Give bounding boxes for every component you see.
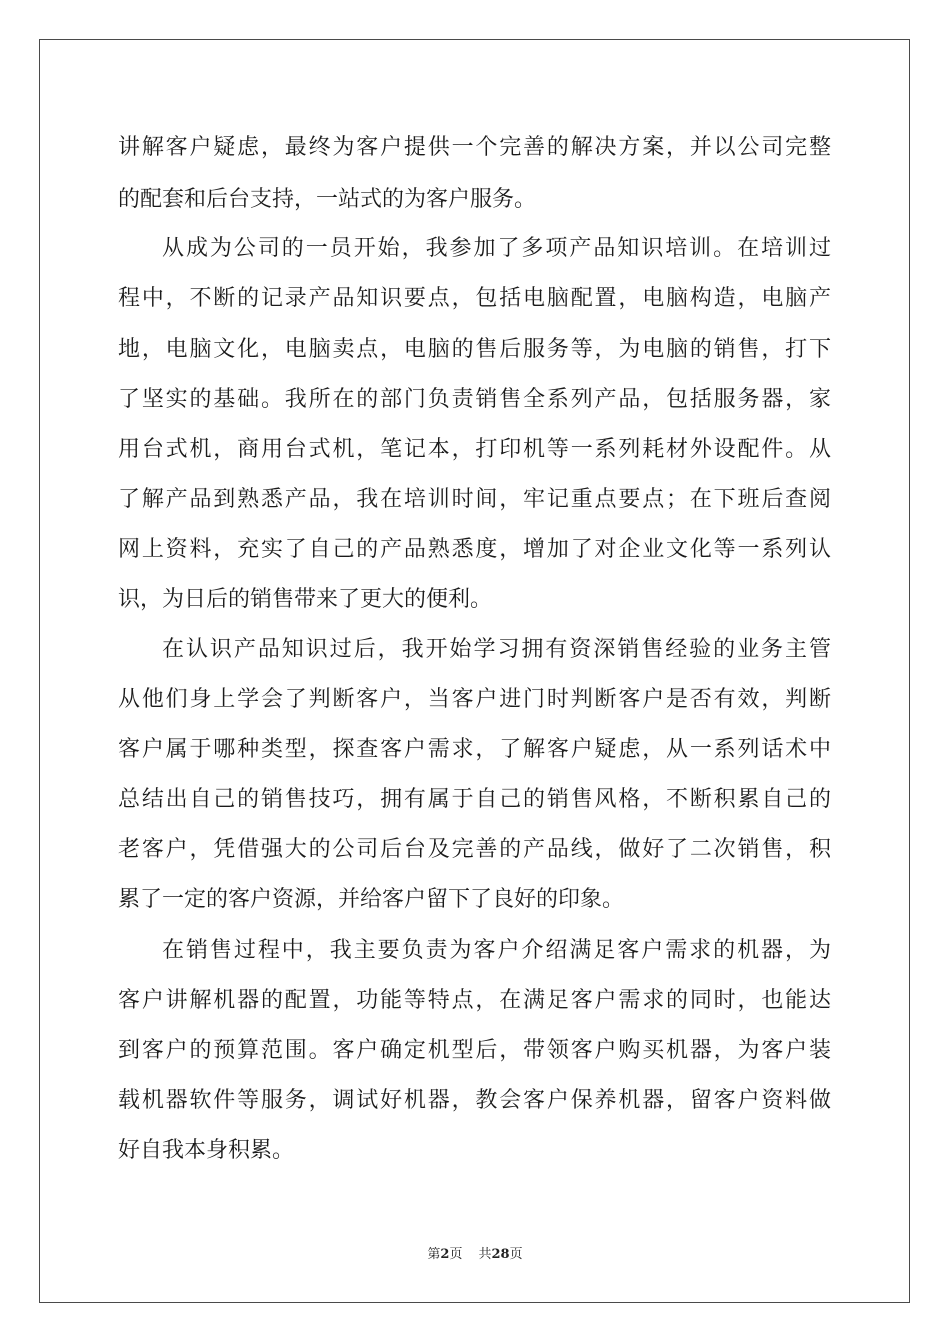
text-line: 了坚实的基础。我所在的部门负责销售全系列产品，包括服务器，家 (118, 387, 831, 412)
text-line: 客户属于哪种类型，探查客户需求，了解客户疑虑，从一系列话术中 (118, 737, 831, 762)
footer-total-pages: 28 (491, 1247, 510, 1262)
text-line: 的配套和后台支持，一站式的为客户服务。 (118, 187, 537, 212)
text-line: 好自我本身积累。 (118, 1138, 295, 1163)
paragraph-first-line: 从成为公司的一员开始，我参加了多项产品知识培训。在培训过 (162, 236, 831, 261)
paragraph-first-line: 在销售过程中，我主要负责为客户介绍满足客户需求的机器，为 (162, 938, 831, 963)
text-line: 程中，不断的记录产品知识要点，包括电脑配置，电脑构造，电脑产 (118, 286, 831, 311)
text-line: 识，为日后的销售带来了更大的便利。 (118, 587, 493, 612)
text-line: 讲解客户疑虑，最终为客户提供一个完善的解决方案，并以公司完整 (118, 135, 831, 160)
text-line: 用台式机，商用台式机，笔记本，打印机等一系列耗材外设配件。从 (118, 437, 831, 462)
text-line: 总结出自己的销售技巧，拥有属于自己的销售风格，不断积累自己的 (118, 787, 831, 812)
text-line: 地，电脑文化，电脑卖点，电脑的售后服务等，为电脑的销售，打下 (118, 337, 831, 362)
footer-total-prefix: 共 (478, 1247, 492, 1262)
footer-page-number: 2 (440, 1247, 450, 1262)
text-line: 载机器软件等服务，调试好机器，教会客户保养机器，留客户资料做 (118, 1088, 831, 1113)
text-line: 到客户的预算范围。客户确定机型后，带领客户购买机器，为客户装 (118, 1038, 831, 1063)
text-line: 客户讲解机器的配置，功能等特点，在满足客户需求的同时，也能达 (118, 988, 831, 1013)
footer-total-suffix: 页 (509, 1247, 523, 1262)
text-line: 从他们身上学会了判断客户，当客户进门时判断客户是否有效，判断 (118, 687, 831, 712)
paragraph-first-line: 在认识产品知识过后，我开始学习拥有资深销售经验的业务主管 (162, 637, 831, 662)
footer-page-prefix: 第 (427, 1247, 441, 1262)
text-line: 老客户，凭借强大的公司后台及完善的产品线，做好了二次销售，积 (118, 837, 831, 862)
text-line: 了解产品到熟悉产品，我在培训时间，牢记重点要点；在下班后查阅 (118, 487, 831, 512)
page-footer (0, 1246, 950, 1264)
text-line: 网上资料，充实了自己的产品熟悉度，增加了对企业文化等一系列认 (118, 537, 831, 562)
text-line: 累了一定的客户资源，并给客户留下了良好的印象。 (118, 887, 625, 912)
footer-page-suffix: 页 (449, 1247, 463, 1262)
